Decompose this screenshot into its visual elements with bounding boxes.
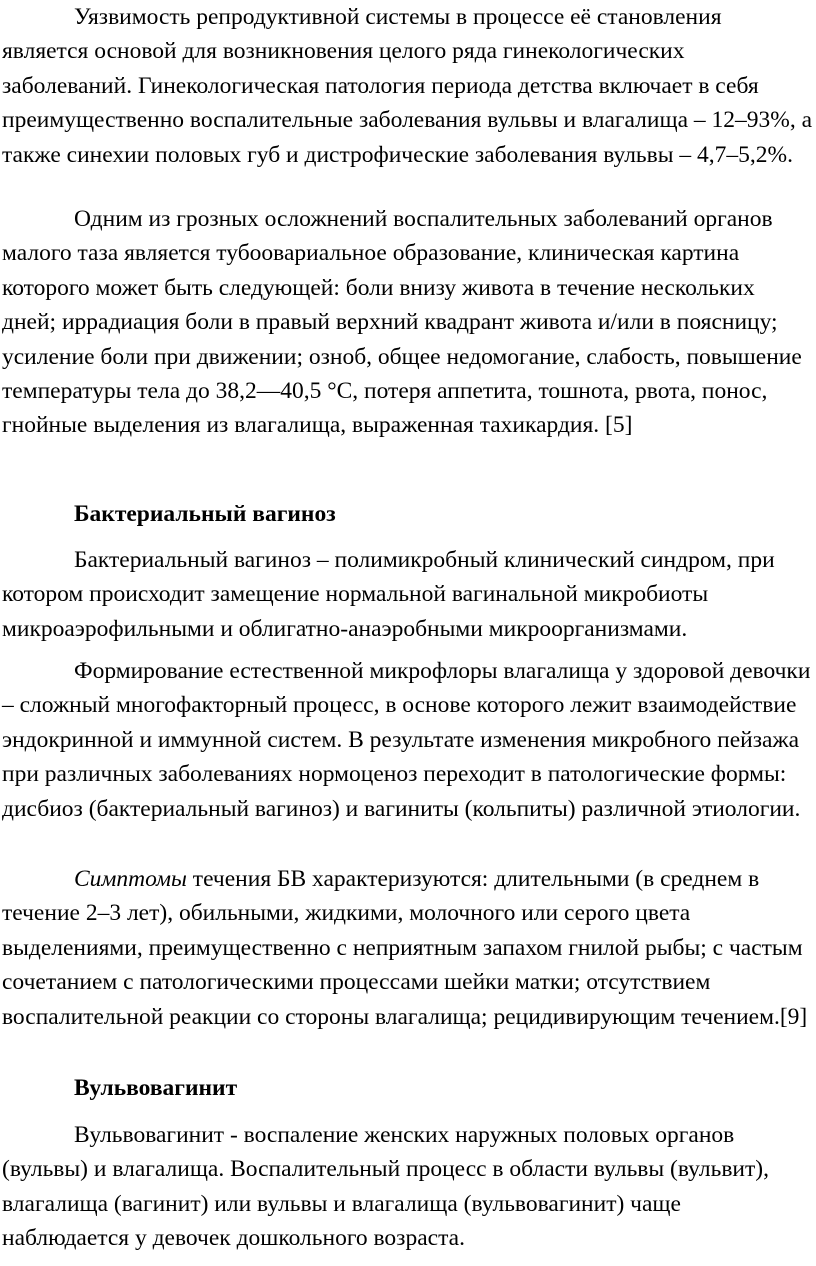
- paragraph-vulvovaginitis-definition: Вульвовагинит - воспаление женских наружных половых органов (вульвы) и влагалища. Воспалительный процесс в области вульвы (вульвит), влагалища (вагинит) или вульвы и влагалища (вульвовагинит) чаще наблюдается у девочек дошкольного возраста.: [2, 1122, 769, 1252]
- paragraph-reproductive-vulnerability: Уязвимость репродуктивной системы в процессе её становления является основой для возникновения целого ряда гинекологических заболеваний. Гинекологическая патология периода детства включает в себя преимущественно воспалительные заболевания вульвы и влагалища – 12–93%, а также синехии половых губ и дистрофические заболевания вульвы – 4,7–5,2%.: [2, 4, 813, 168]
- heading-vulvovaginitis: Вульвовагинит: [74, 1075, 238, 1101]
- symptoms-text: течения БВ характеризуются: длительными (в среднем в течение 2–3 лет), обильными, жидкими, молочного или серого цвета выделениями, преимущественно с неприятным запахом гнилой рыбы; с частым сочетанием с патологическими процессами шейки матки; отсутствием воспалительной реакции со стороны влагалища; рецидивирующим течением.[9]: [2, 866, 808, 1030]
- symptoms-italic-term: Симптомы: [74, 866, 187, 892]
- paragraph-tuboovarian-complication: Одним из грозных осложнений воспалительных заболеваний органов малого таза является тубоовариальное образование, клиническая картина которого может быть следующей: боли внизу живота в течение нескольких дней; иррадиация боли в правый верхний квадрант живота и/или в поясницу; усиление боли при движении; озноб, общее недомогание, слабость, повышение температуры тела до 38,2—40,5 °C, потеря аппетита, тошнота, рвота, понос, гнойные выделения из влагалища, выраженная тахикардия. [5]: [2, 206, 802, 439]
- paragraph-bv-definition: Бактериальный вагиноз – полимикробный клинический синдром, при котором происходит замещение нормальной вагинальной микробиоты микроаэрофильными и облигатно-анаэробными микроорганизмами.: [2, 547, 775, 642]
- heading-bacterial-vaginosis: Бактериальный вагиноз: [74, 501, 336, 527]
- paragraph-microflora-formation: Формирование естественной микрофлоры влагалища у здоровой девочки – сложный многофакторный процесс, в основе которого лежит взаимодействие эндокринной и иммунной систем. В результате изменения микробного пейзажа при различных заболеваниях нормоценоз переходит в патологические формы: дисбиоз (бактериальный вагиноз) и вагиниты (кольпиты) различной этиологии.: [2, 658, 811, 822]
- paragraph-bv-symptoms: [2, 862, 812, 1034]
